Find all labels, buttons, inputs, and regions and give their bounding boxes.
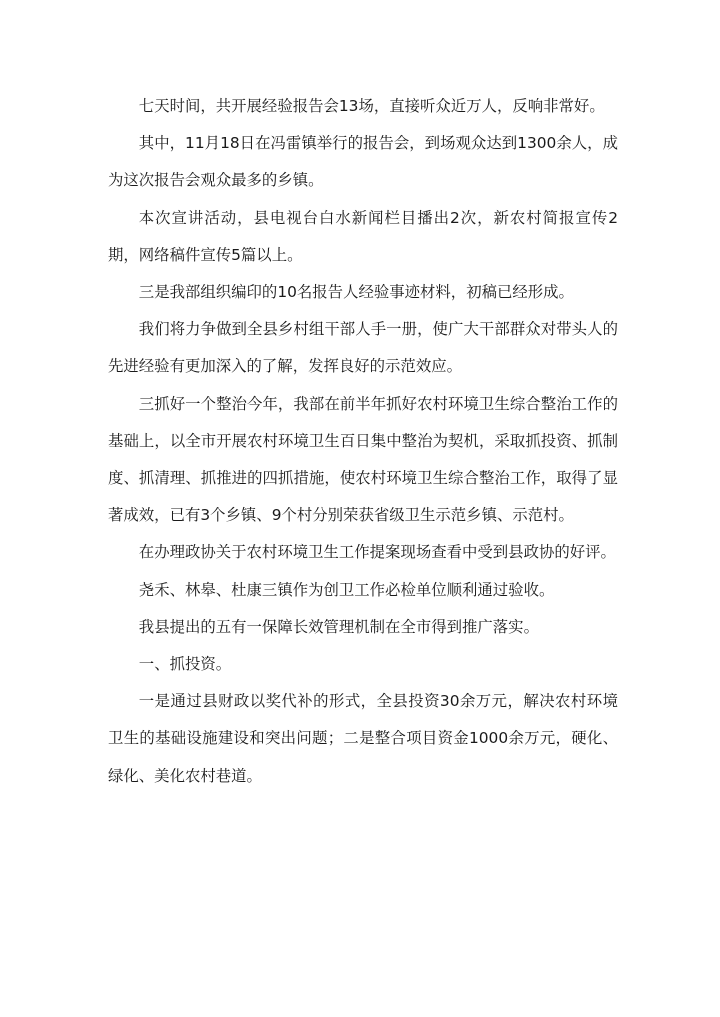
paragraph: 七天时间，共开展经验报告会13场，直接听众近万人，反响非常好。	[138, 97, 605, 115]
paragraph: 本次宣讲活动，县电视台白水新闻栏目播出2次，新农村简报宣传2期，网络稿件宣传5篇以上。	[108, 208, 618, 264]
document-body	[108, 88, 618, 795]
paragraph: 一是通过县财政以奖代补的形式，全县投资30余万元，解决农村环境卫生的基础设施建设和突出问题；二是整合项目资金1000余万元，硬化、绿化、美化农村巷道。	[108, 692, 618, 785]
paragraph: 我县提出的五有一保障长效管理机制在全市得到推广落实。	[138, 617, 539, 636]
paragraph: 三抓好一个整治今年，我部在前半年抓好农村环境卫生综合整治工作的基础上，以全市开展农村环境卫生百日集中整治为契机，采取抓投资、抓制度、抓清理、抓推进的四抓措施，使农村环境卫生综合整治工作，取得了显著成效，已有3个乡镇、9个村分别荣获省级卫生示范乡镇、示范村。	[108, 394, 618, 525]
paragraph: 其中，11月18日在冯雷镇举行的报告会，到场观众达到1300余人，成为这次报告会观众最多的乡镇。	[108, 134, 618, 190]
paragraph: 一、抓投资。	[138, 655, 232, 674]
paragraph: 三是我部组织编印的10名报告人经验事迹材料，初稿已经形成。	[138, 283, 574, 302]
paragraph: 尧禾、林皋、杜康三镇作为创卫工作必检单位顺利通过验收。	[138, 580, 555, 599]
paragraph: 在办理政协关于农村环境卫生工作提案现场查看中受到县政协的好评。	[138, 543, 616, 562]
paragraph: 我们将力争做到全县乡村组干部人手一册，使广大干部群众对带头人的先进经验有更加深入的了解，发挥良好的示范效应。	[108, 320, 618, 376]
